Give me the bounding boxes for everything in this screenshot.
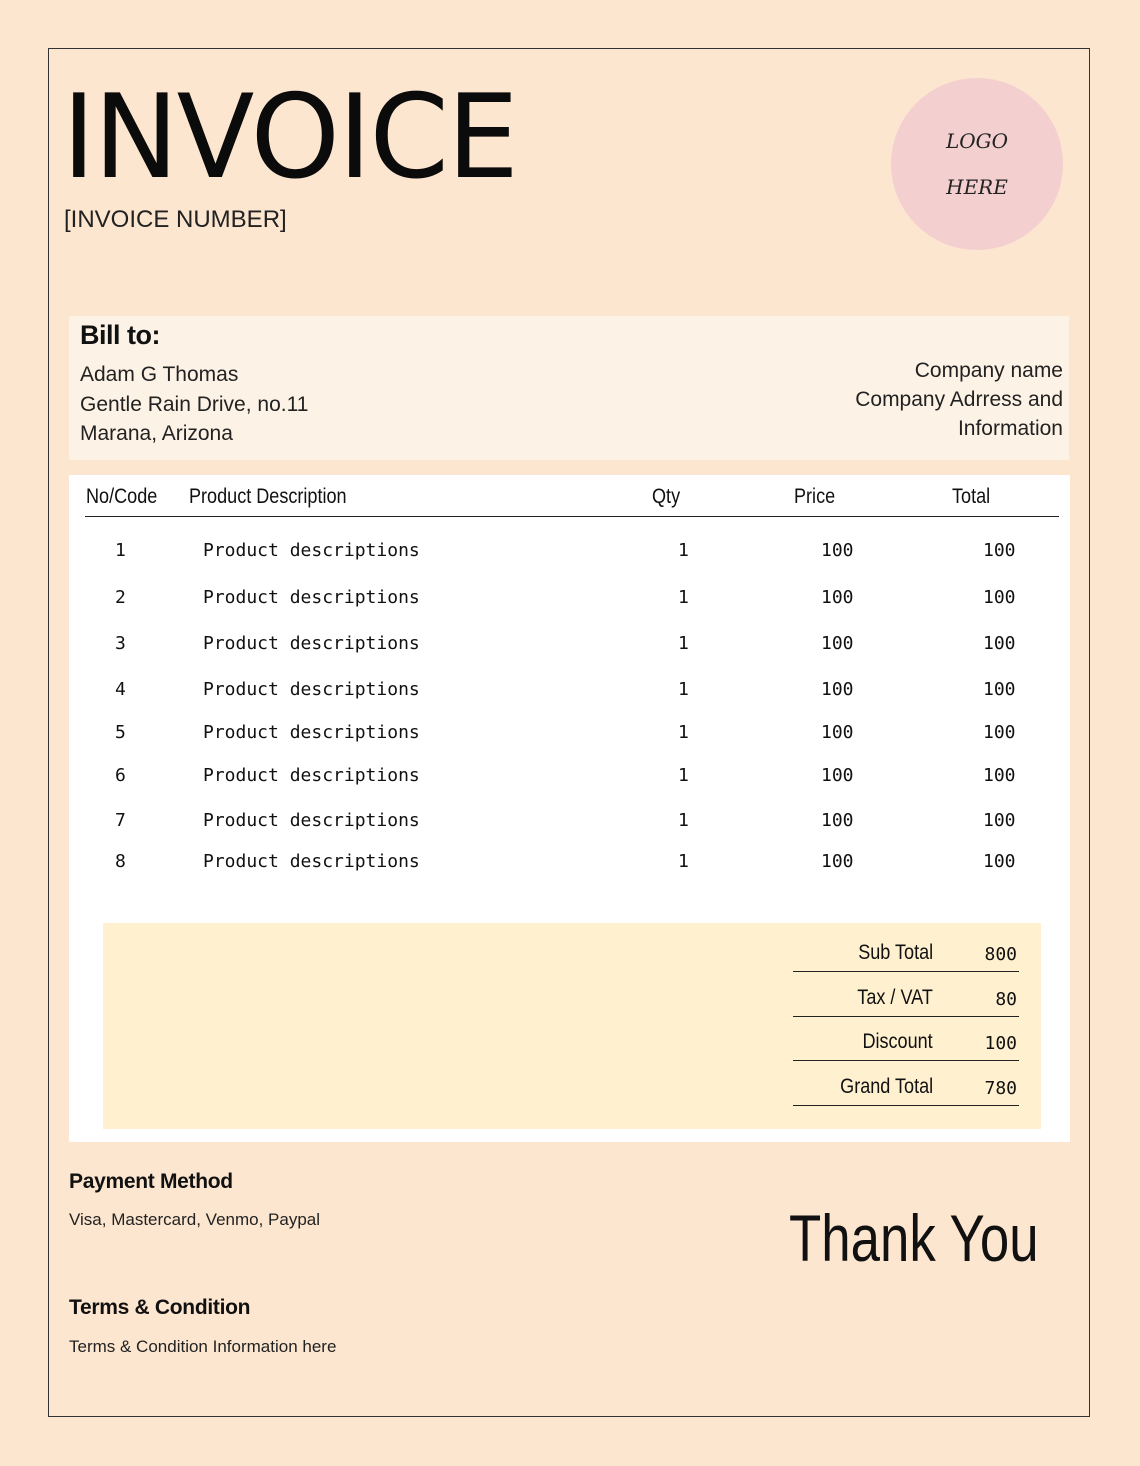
bill-to-address1: Gentle Rain Drive, no.11 bbox=[80, 392, 309, 416]
company-information: Information bbox=[957, 417, 1063, 440]
table-row bbox=[69, 851, 1070, 881]
table-row bbox=[69, 633, 1070, 663]
row-total: 100 bbox=[983, 722, 1016, 743]
items-table bbox=[69, 475, 1070, 1142]
sub-total-row bbox=[793, 935, 1019, 972]
terms-title: Terms & Condition bbox=[69, 1296, 251, 1319]
bill-to-details bbox=[80, 360, 308, 449]
row-description: Product descriptions bbox=[203, 587, 420, 608]
row-code: 4 bbox=[115, 679, 126, 700]
row-total: 100 bbox=[983, 765, 1016, 786]
row-qty: 1 bbox=[678, 810, 689, 831]
discount-row bbox=[793, 1024, 1019, 1061]
row-total: 100 bbox=[983, 810, 1016, 831]
bill-to-title: Bill to: bbox=[80, 320, 160, 350]
row-total: 100 bbox=[983, 679, 1016, 700]
row-description: Product descriptions bbox=[203, 722, 420, 743]
header-qty: Qty bbox=[652, 485, 681, 508]
company-name: Company name bbox=[914, 359, 1063, 382]
row-total: 100 bbox=[983, 540, 1016, 561]
row-qty: 1 bbox=[678, 540, 689, 561]
company-address: Company Adrress and bbox=[855, 388, 1063, 411]
row-price: 100 bbox=[821, 765, 854, 786]
table-row bbox=[69, 587, 1070, 617]
row-qty: 1 bbox=[678, 587, 689, 608]
tax-value: 80 bbox=[995, 989, 1017, 1010]
row-total: 100 bbox=[983, 851, 1016, 872]
row-qty: 1 bbox=[678, 722, 689, 743]
table-row bbox=[69, 679, 1070, 709]
row-total: 100 bbox=[983, 633, 1016, 654]
terms-text: Terms & Condition Information here bbox=[69, 1337, 337, 1356]
row-qty: 1 bbox=[678, 633, 689, 654]
row-description: Product descriptions bbox=[203, 540, 420, 561]
row-code: 7 bbox=[115, 810, 126, 831]
table-row bbox=[69, 540, 1070, 570]
logo-text-line2: HERE bbox=[946, 175, 1008, 199]
row-qty: 1 bbox=[678, 679, 689, 700]
header-total: Total bbox=[952, 485, 991, 508]
row-price: 100 bbox=[821, 851, 854, 872]
row-price: 100 bbox=[821, 633, 854, 654]
row-total: 100 bbox=[983, 587, 1016, 608]
header-description: Product Description bbox=[189, 485, 347, 508]
row-code: 3 bbox=[115, 633, 126, 654]
grand-total-label: Grand Total bbox=[839, 1075, 933, 1098]
row-code: 6 bbox=[115, 765, 126, 786]
row-description: Product descriptions bbox=[203, 851, 420, 872]
row-description: Product descriptions bbox=[203, 679, 420, 700]
row-price: 100 bbox=[821, 587, 854, 608]
totals-section bbox=[103, 923, 1041, 1129]
row-description: Product descriptions bbox=[203, 810, 420, 831]
row-code: 1 bbox=[115, 540, 126, 561]
row-qty: 1 bbox=[678, 765, 689, 786]
logo-placeholder bbox=[891, 78, 1063, 250]
payment-method-text: Visa, Mastercard, Venmo, Paypal bbox=[69, 1210, 321, 1229]
bill-to-section bbox=[69, 316, 1069, 460]
bill-to-name: Adam G Thomas bbox=[80, 363, 239, 386]
row-price: 100 bbox=[821, 679, 854, 700]
row-code: 8 bbox=[115, 851, 126, 872]
header-no-code: No/Code bbox=[86, 485, 158, 508]
grand-total-row bbox=[793, 1069, 1019, 1106]
row-price: 100 bbox=[821, 810, 854, 831]
discount-label: Discount bbox=[862, 1030, 933, 1053]
invoice-title: INVOICE bbox=[62, 70, 517, 205]
table-row bbox=[69, 765, 1070, 795]
thank-you-text: Thank You bbox=[789, 1201, 1039, 1275]
tax-label: Tax / VAT bbox=[857, 986, 933, 1009]
row-description: Product descriptions bbox=[203, 633, 420, 654]
sub-total-label: Sub Total bbox=[858, 941, 933, 964]
invoice-number: [INVOICE NUMBER] bbox=[64, 206, 287, 233]
grand-total-value: 780 bbox=[984, 1078, 1017, 1099]
row-code: 5 bbox=[115, 722, 126, 743]
row-price: 100 bbox=[821, 540, 854, 561]
table-row bbox=[69, 810, 1070, 840]
header-price: Price bbox=[794, 485, 836, 508]
row-qty: 1 bbox=[678, 851, 689, 872]
sub-total-value: 800 bbox=[984, 944, 1017, 965]
table-row bbox=[69, 722, 1070, 752]
logo-text-line1: LOGO bbox=[945, 129, 1009, 153]
header-rule bbox=[85, 516, 1059, 517]
row-description: Product descriptions bbox=[203, 765, 420, 786]
discount-value: 100 bbox=[984, 1033, 1017, 1054]
tax-row bbox=[793, 980, 1019, 1017]
bill-to-address2: Marana, Arizona bbox=[80, 422, 233, 445]
company-info bbox=[855, 356, 1063, 443]
payment-method-title: Payment Method bbox=[69, 1170, 233, 1193]
row-price: 100 bbox=[821, 722, 854, 743]
row-code: 2 bbox=[115, 587, 126, 608]
